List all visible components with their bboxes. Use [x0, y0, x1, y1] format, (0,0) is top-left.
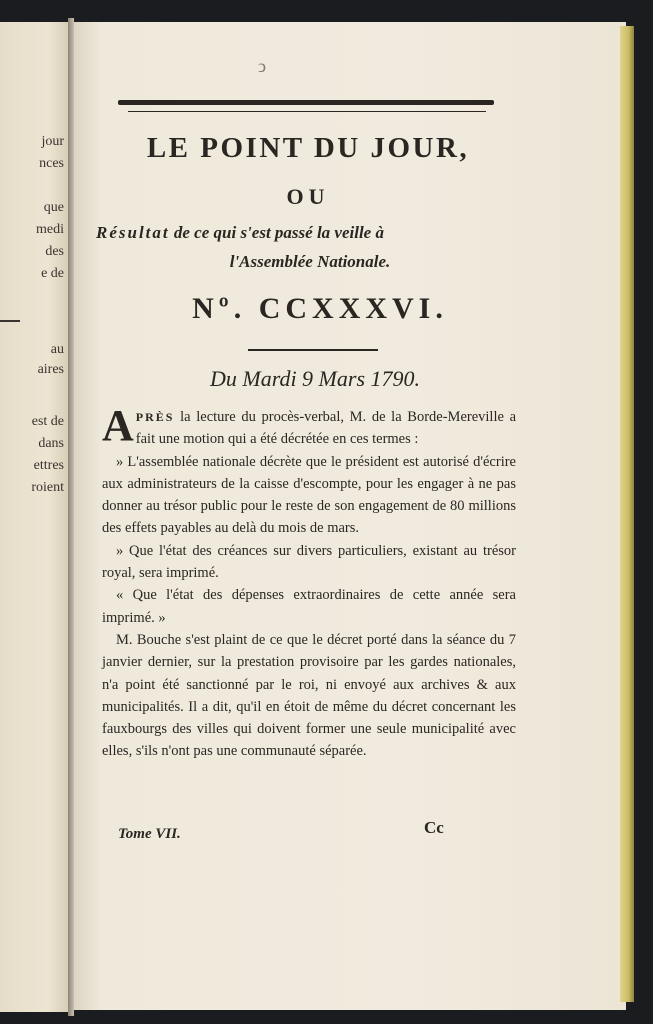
article-body	[102, 401, 516, 763]
left-fragment: ettres	[33, 458, 64, 473]
subtitle-line-2: l'Assemblée Nationale.	[229, 252, 391, 271]
drop-cap: A	[102, 401, 134, 450]
paragraph-1-text: la lecture du procès-verbal, M. de la Borde-Mereville a fait une motion qui a été décrétée en ces termes :	[135, 409, 516, 448]
issue-rule	[248, 349, 378, 351]
header-rule-thin	[128, 111, 486, 112]
paragraph-4: « Que l'état des dépenses extraordinaires de cette année sera imprimé. »	[102, 587, 516, 626]
left-divider	[0, 320, 20, 322]
left-fragment: medi	[36, 222, 64, 237]
paragraph-2: » L'assemblée nationale décrète que le président est autorisé d'écrire aux administrateurs de la caisse d'escompte, pour les engager à ne pas donner au trésor public pour le reste de son engagement de 80 millions des effets payables au delà du mois de mars.	[102, 453, 516, 537]
subtitle-line-1	[96, 223, 526, 243]
paragraph-3: » Que l'état des créances sur divers particuliers, existant au trésor royal, sera imprimé.	[102, 542, 516, 582]
paragraph-1	[102, 401, 516, 451]
subtitle-resultat: Résultat	[96, 223, 170, 242]
issue-number: Nº. CCXXXVI.	[192, 292, 448, 325]
left-fragment: que	[43, 200, 64, 215]
subtitle-rest: de ce qui s'est passé la veille à	[173, 223, 384, 242]
left-fragment: e de	[41, 266, 64, 281]
left-fragment: est de	[31, 414, 64, 429]
left-fragment: aires	[37, 362, 64, 377]
title-ou: OU	[286, 184, 330, 209]
left-fragment: au	[50, 342, 64, 357]
left-fragment: nces	[39, 156, 64, 171]
paragraph-5: M. Bouche s'est plaint de ce que le décret porté dans la séance du 7 janvier dernier, sur la prestation provisoire par les gardes nationales, n'a point été sanctionné par le roi, ni envoyé aux archives & aux municipalités. Il a dit, qu'il en étoit de même du décret concernant les fauxbourgs des villes qui doivent former une seule municipalité avec elles, s'ils n'ont pas une communauté séparée.	[102, 631, 516, 760]
page-title: LE POINT DU JOUR,	[146, 132, 470, 164]
header-rule-thick	[118, 100, 494, 105]
signature-mark: Cc	[424, 818, 444, 837]
left-fragment: des	[45, 244, 64, 259]
left-fragment: jour	[41, 134, 64, 149]
tome-label: Tome VII.	[118, 826, 181, 842]
left-fragment: roient	[31, 480, 64, 495]
pen-mark: ↄ	[258, 56, 266, 76]
issue-date: Du Mardi 9 Mars 1790.	[209, 366, 421, 391]
left-page	[0, 22, 68, 1012]
left-fragment: dans	[38, 436, 64, 451]
first-word: PRÈS	[135, 410, 175, 424]
page-edge	[620, 26, 634, 1002]
